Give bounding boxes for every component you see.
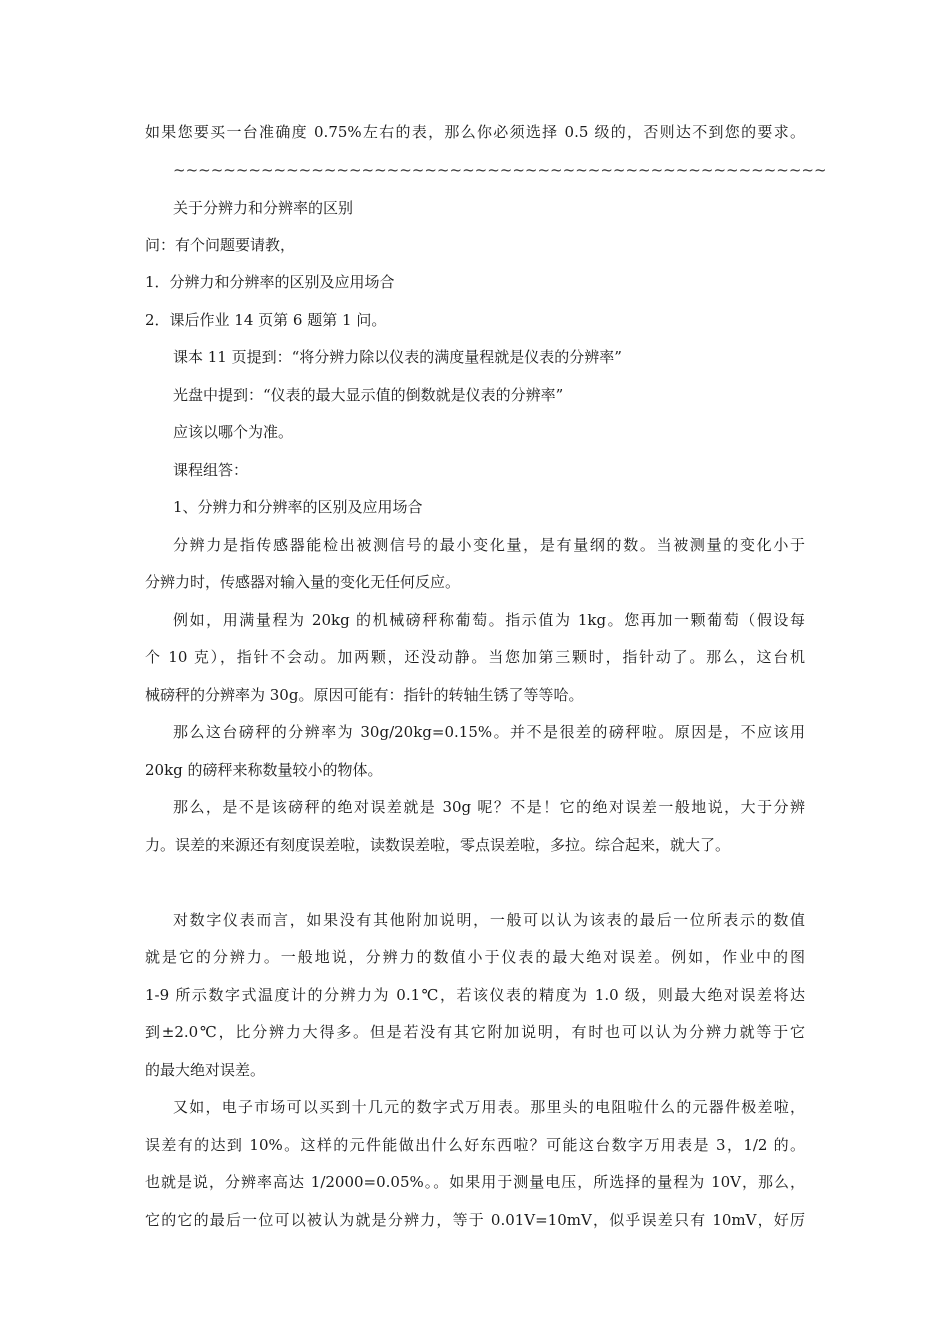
question-intro: 问：有个问题要请教， [145,236,296,254]
section-title: 关于分辨力和分辨率的区别 [173,199,354,217]
paragraph-multimeter-line-3: 也就是说，分辨率高达 1/2000=0.05%。。如果用于测量电压，所选择的量程为 10V，那么， [145,1173,805,1191]
disc-quote: 光盘中提到：“仪表的最大显示值的倒数就是仪表的分辨率” [173,386,564,404]
paragraph-digital-line-4: 到±2.0℃，比分辨力大得多。但是若没有其它附加说明，有时也可以认为分辨力就等于它 [145,1023,805,1041]
paragraph-resolution-line-2: 20kg 的磅秤来称数量较小的物体。 [145,761,383,779]
paragraph-definition-line-2: 分辨力时，传感器对输入量的变化无任何反应。 [145,573,461,591]
paragraph-digital-line-2: 就是它的分辨力。一般地说，分辨力的数值小于仪表的最大绝对误差。例如，作业中的图 [145,948,805,966]
paragraph-definition-line-1: 分辨力是指传感器能检出被测信号的最小变化量，是有量纲的数。当被测量的变化小于 [173,536,805,554]
paragraph-digital-line-1: 对数字仪表而言，如果没有其他附加说明，一般可以认为该表的最后一位所表示的数值 [173,911,805,929]
textbook-quote: 课本 11 页提到：“将分辨力除以仪表的满度量程就是仪表的分辨率” [173,348,622,366]
paragraph-error-line-1: 那么，是不是该磅秤的绝对误差就是 30g 呢？不是！它的绝对误差一般地说，大于分辨 [173,798,805,816]
paragraph-example-line-2: 个 10 克），指针不会动。加两颗，还没动静。当您加第三颗时，指针动了。那么，这台机 [145,648,805,666]
question-which: 应该以哪个为准。 [173,423,294,441]
paragraph-multimeter-line-4: 它的它的最后一位可以被认为就是分辨力，等于 0.01V=10mV，似乎误差只有 10mV，好厉 [145,1211,805,1229]
paragraph-multimeter-line-1: 又如，电子市场可以买到十几元的数字式万用表。那里头的电阻啦什么的元器件极差啦， [173,1098,805,1116]
answer-heading: 课程组答： [173,461,249,479]
paragraph-example-line-3: 械磅秤的分辨率为 30g。原因可能有：指针的转轴生锈了等等哈。 [145,686,584,704]
answer-subheading: 1、分辨力和分辨率的区别及应用场合 [173,498,423,516]
paragraph-resolution-line-1: 那么这台磅秤的分辨率为 30g/20kg=0.15%。并不是很差的磅秤啦。原因是，不应该用 [173,723,805,741]
paragraph-digital-line-3: 1-9 所示数字式温度计的分辨力为 0.1℃，若该仪表的精度为 1.0 级，则最大绝对误差将达 [145,986,805,1004]
paragraph-digital-line-5: 的最大绝对误差。 [145,1061,266,1079]
paragraph-error-line-2: 力。误差的来源还有刻度误差啦，读数误差啦，零点误差啦，多拉。综合起来，就大了。 [145,836,731,854]
question-item-1: 1．分辨力和分辨率的区别及应用场合 [145,273,395,291]
paragraph-example-line-1: 例如，用满量程为 20kg 的机械磅秤称葡萄。指示值为 1kg。您再加一颗葡萄（假设每 [173,611,805,629]
text-line-requirement: 如果您要买一台准确度 0.75%左右的表，那么你必须选择 0.5 级的，否则达不到您的要求。 [145,123,805,141]
question-item-2: 2．课后作业 14 页第 6 题第 1 问。 [145,311,387,329]
divider-tilde-line: ~~~~~~~~~~~~~~~~~~~~~~~~~~~~~~~~~~~~~~~~~~~~~~~~~~~~ [173,161,827,179]
paragraph-multimeter-line-2: 误差有的达到 10%。这样的元件能做出什么好东西啦？可能这台数字万用表是 3，1/2 的。 [145,1136,805,1154]
